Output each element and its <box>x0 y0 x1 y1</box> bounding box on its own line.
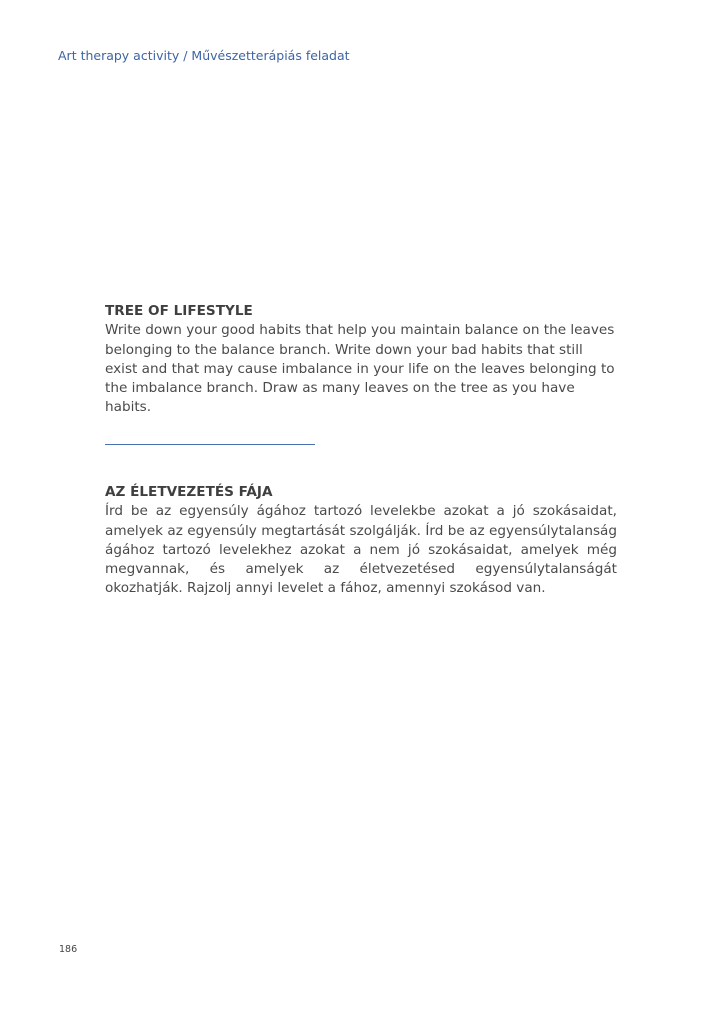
english-instructions <box>105 302 617 418</box>
hungarian-body: Írd be az egyensúly ágához tartozó levelekbe azokat a jó szokásaidat, amelyek az egyensúly megtartását szolgálják. Írd be az egyensúlytalanság ágához tartozó levelekhez azokat a nem jó szokásaidat, amelyek még megvannak, és amelyek az életvezetésed egyensúlytalanságát okozhatják. Rajzolj annyi levelet a fához, amennyi szokásod van. <box>105 503 617 597</box>
hungarian-instructions <box>105 483 617 599</box>
english-body: Write down your good habits that help you maintain balance on the leaves belonging to the balance branch. Write down your bad habits that still exist and that may cause imbalance in your life on the leaves belonging to the imbalance branch. Draw as many leaves on the tree as you have habits. <box>105 322 615 416</box>
running-header: Art therapy activity / Művészetterápiás feladat <box>58 48 350 63</box>
hungarian-title: AZ ÉLETVEZETÉS FÁJA <box>105 484 273 500</box>
english-title: TREE OF LIFESTYLE <box>105 303 253 319</box>
section-divider <box>105 444 315 445</box>
page-number: 186 <box>59 944 78 955</box>
